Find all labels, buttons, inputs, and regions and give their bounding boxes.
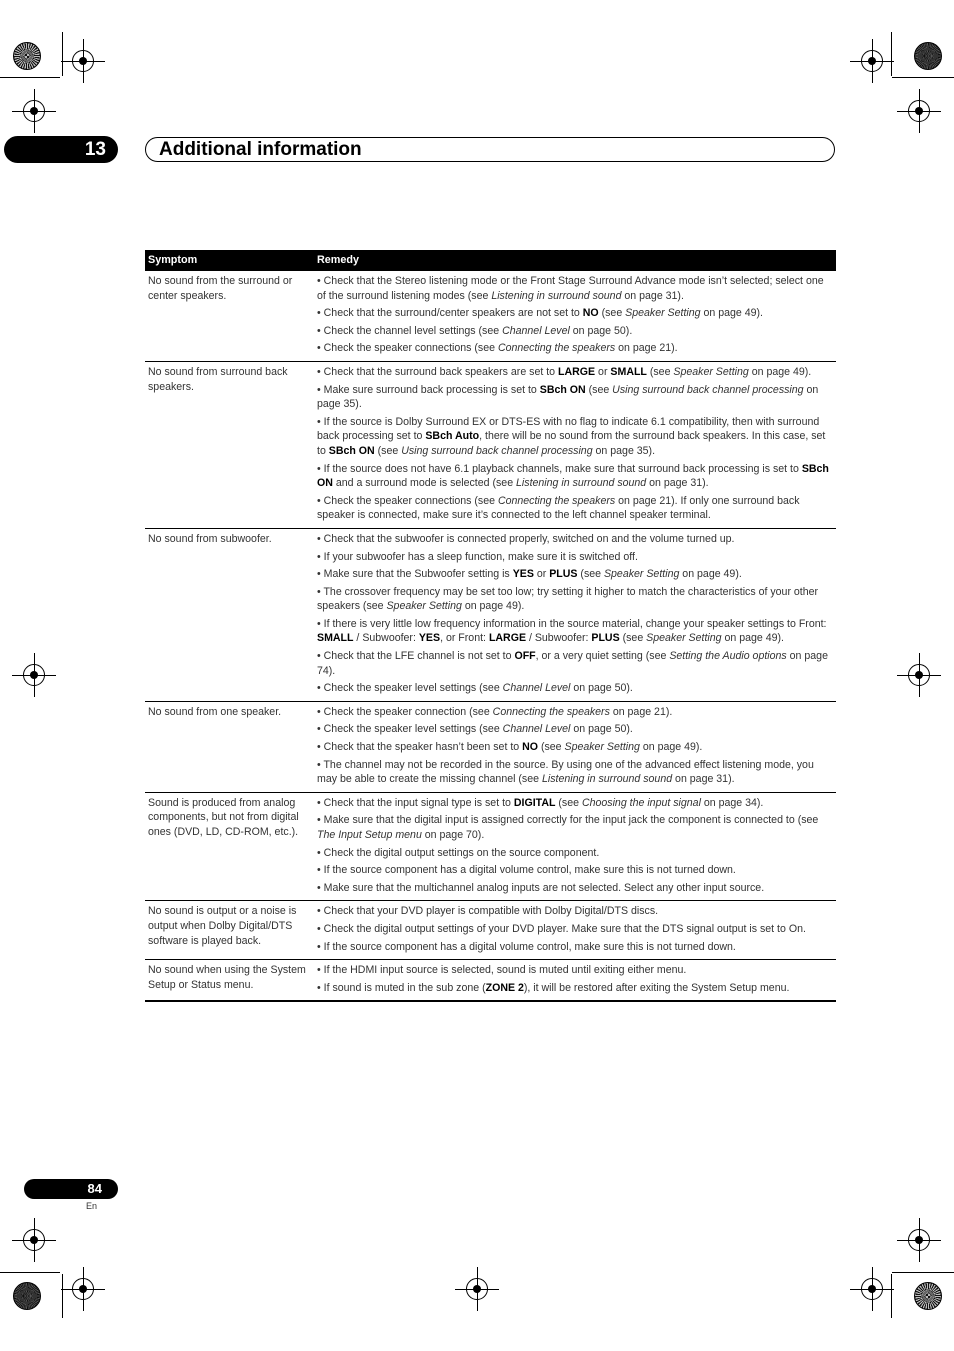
crop-mark	[0, 77, 60, 78]
remedy-item: • Check that the LFE channel is not set to OFF, or a very quiet setting (see Setting the Audio options on page 74).	[317, 650, 828, 677]
crop-mark	[0, 1272, 60, 1273]
crop-mark	[62, 1274, 63, 1318]
page-number-badge	[24, 1179, 118, 1199]
registration-mark-icon	[908, 664, 930, 686]
registration-mark-icon	[908, 100, 930, 122]
symptom-cell: No sound from subwoofer.	[145, 528, 314, 701]
remedy-item: • Check that the Stereo listening mode or the Front Stage Surround Advance mode isn’t selected; select one of the surround listening modes (see Listening in surround sound on page 31).	[317, 275, 824, 302]
remedy-cell	[314, 361, 836, 528]
registration-mark-icon	[23, 1229, 45, 1251]
table-row	[145, 792, 836, 901]
registration-mark-icon	[72, 50, 94, 72]
registration-mark-icon	[861, 50, 883, 72]
crop-mark	[891, 1274, 892, 1318]
table-row	[145, 960, 836, 1002]
color-bar-icon	[914, 42, 942, 70]
remedy-column-header: Remedy	[314, 250, 836, 271]
symptom-cell: No sound when using the System Setup or Status menu.	[145, 960, 314, 1002]
registration-mark-icon	[861, 1278, 883, 1300]
crop-mark	[62, 32, 63, 76]
remedy-item: • Make sure that the Subwoofer setting is YES or PLUS (see Speaker Setting on page 49).	[317, 568, 742, 581]
remedy-item: • Check that the subwoofer is connected properly, switched on and the volume turned up.	[317, 532, 735, 545]
remedy-item: • If your subwoofer has a sleep function, make sure it is switched off.	[317, 550, 638, 563]
table-row	[145, 701, 836, 792]
symptom-cell: No sound from one speaker.	[145, 701, 314, 792]
remedy-cell	[314, 792, 836, 901]
table-row	[145, 361, 836, 528]
remedy-cell	[314, 960, 836, 1002]
remedy-cell	[314, 528, 836, 701]
symptom-cell: Sound is produced from analog components, but not from digital ones (DVD, LD, CD-ROM, etc.).	[145, 792, 314, 901]
remedy-item: • Check that the input signal type is set to DIGITAL (see Choosing the input signal on page 34).	[317, 796, 764, 809]
remedy-item: • If the source component has a digital volume control, make sure this is not turned down.	[317, 864, 736, 877]
remedy-item: • Make sure that the multichannel analog inputs are not selected. Select any other input source.	[317, 881, 765, 894]
remedy-item: • Check that the surround/center speakers are not set to NO (see Speaker Setting on page 49).	[317, 307, 763, 320]
registration-mark-icon	[466, 1278, 488, 1300]
remedy-item: • Check that the speaker hasn’t been set to NO (see Speaker Setting on page 49).	[317, 741, 703, 754]
symptom-cell: No sound from surround back speakers.	[145, 361, 314, 528]
remedy-item: • Check the speaker connections (see Connecting the speakers on page 21).	[317, 342, 678, 355]
remedy-item: • Check the speaker connection (see Connecting the speakers on page 21).	[317, 705, 673, 718]
remedy-item: • Check that the surround back speakers are set to LARGE or SMALL (see Speaker Setting on page 49).	[317, 365, 812, 378]
registration-mark-icon	[72, 1278, 94, 1300]
remedy-item: • Check the digital output settings of your DVD player. Make sure that the DTS signal output is set to On.	[317, 922, 806, 935]
troubleshooting-table	[145, 250, 836, 1002]
table-row	[145, 528, 836, 701]
remedy-cell	[314, 271, 836, 361]
remedy-item: • If the source is Dolby Surround EX or DTS-ES with no flag to indicate 6.1 compatibility, then with surround back processing set to SBch Auto, there will be no sound from the surround back speakers. In this case, set to SBch ON (see Using surround back channel processing on page 35).	[317, 415, 826, 457]
page-language: En	[86, 1201, 98, 1211]
table-row	[145, 271, 836, 361]
remedy-cell	[314, 901, 836, 960]
remedy-cell	[314, 701, 836, 792]
remedy-item: • Check the digital output settings on the source component.	[317, 846, 600, 859]
remedy-item: • If sound is muted in the sub zone (ZONE 2), it will be restored after exiting the System Setup menu.	[317, 981, 790, 994]
symptom-cell: No sound from the surround or center speakers.	[145, 271, 314, 361]
table-row	[145, 901, 836, 960]
remedy-item: • The crossover frequency may be set too low; try setting it higher to match the characteristics of your other speakers (see Speaker Setting on page 49).	[317, 585, 819, 613]
crop-mark	[892, 1272, 954, 1273]
remedy-item: • Check the speaker level settings (see Channel Level on page 50).	[317, 723, 633, 736]
remedy-item: • Make sure surround back processing is set to SBch ON (see Using surround back channel processing on page 35).	[317, 383, 819, 411]
chapter-title-box	[145, 137, 835, 162]
crop-mark	[892, 77, 954, 78]
remedy-item: • If the source component has a digital volume control, make sure this is not turned down.	[317, 940, 736, 953]
remedy-item: • Check the speaker level settings (see Channel Level on page 50).	[317, 682, 633, 695]
symptom-column-header: Symptom	[145, 250, 314, 271]
crop-mark	[891, 32, 892, 76]
color-bar-icon	[914, 1282, 942, 1310]
table-header-row	[145, 250, 836, 271]
chapter-number: 13	[84, 139, 106, 160]
remedy-item: • If the HDMI input source is selected, sound is muted until exiting either menu.	[317, 964, 687, 977]
symptom-cell: No sound is output or a noise is output when Dolby Digital/DTS software is played back.	[145, 901, 314, 960]
registration-mark-icon	[23, 100, 45, 122]
remedy-item: • The channel may not be recorded in the source. By using one of the advanced effect listening mode, you may be able to create the missing channel (see Listening in surround sound on page 31).	[317, 758, 814, 786]
chapter-title: Additional information	[159, 139, 362, 160]
remedy-item: • If there is very little low frequency information in the source material, change your speaker settings to Front: SMALL / Subwoofer: YES, or Front: LARGE / Subwoofer: PLUS (see Speaker Setting on page 49).	[317, 617, 827, 645]
chapter-number-badge	[4, 136, 118, 163]
color-bar-icon	[13, 1282, 41, 1310]
remedy-item: • Check that your DVD player is compatible with Dolby Digital/DTS discs.	[317, 905, 659, 918]
registration-mark-icon	[908, 1229, 930, 1251]
table-body	[145, 271, 836, 1001]
registration-mark-icon	[23, 664, 45, 686]
page-number: 84	[87, 1181, 102, 1196]
remedy-item: • Make sure that the digital input is assigned correctly for the input jack the component is connected to (see The Input Setup menu on page 70).	[317, 814, 819, 841]
remedy-item: • Check the speaker connections (see Connecting the speakers on page 21). If only one surround back speaker is connected, make sure it’s connected to the left channel speaker terminal.	[317, 494, 800, 522]
remedy-item: • Check the channel level settings (see Channel Level on page 50).	[317, 324, 633, 337]
color-bar-icon	[13, 42, 41, 70]
remedy-item: • If the source does not have 6.1 playback channels, make sure that surround back processing is set to SBch ON and a surround mode is selected (see Listening in surround sound on page 31).	[317, 462, 829, 490]
